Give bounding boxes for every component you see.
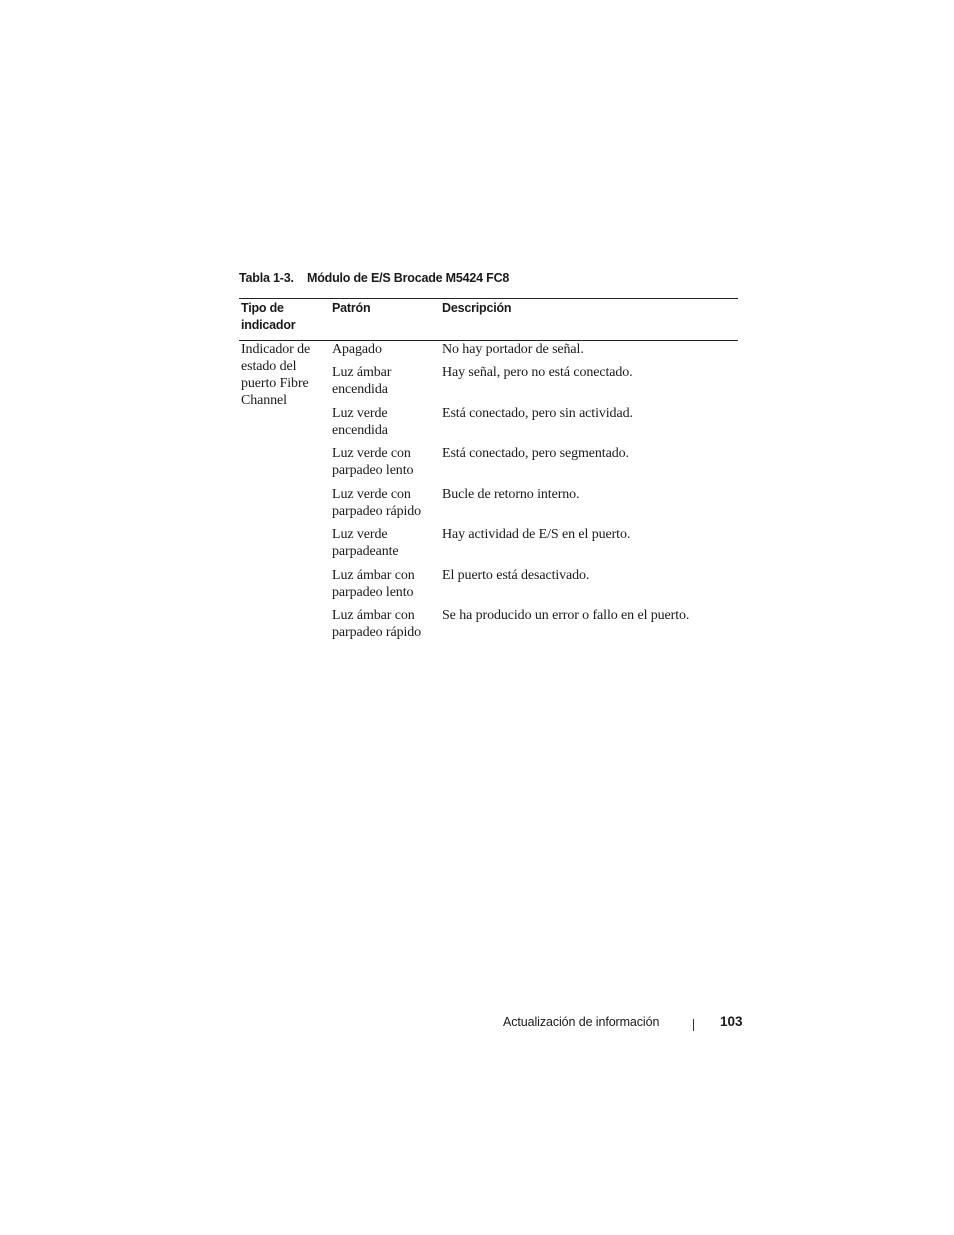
pattern-cell: Luz ámbar con parpadeo lento — [332, 568, 415, 600]
pattern-cell: Luz ámbar encendida — [332, 365, 392, 397]
header-description: Descripción — [442, 301, 512, 315]
header-indicator-type: Tipo de indicador — [241, 301, 296, 332]
page-number: 103 — [720, 1014, 743, 1029]
pattern-cell: Luz verde parpadeante — [332, 527, 399, 559]
indicator-type-cell: Indicador de estado del puerto Fibre Channel — [241, 342, 311, 408]
description-cell: Se ha producido un error o fallo en el puerto. — [442, 608, 690, 623]
description-cell: No hay portador de señal. — [442, 342, 584, 357]
pattern-cell: Apagado — [332, 342, 382, 357]
header-pattern: Patrón — [332, 301, 371, 315]
description-cell: Hay señal, pero no está conectado. — [442, 365, 633, 380]
table-caption-label: Tabla 1-3. — [239, 271, 294, 285]
table-caption-title: Módulo de E/S Brocade M5424 FC8 — [307, 271, 510, 285]
description-cell: Bucle de retorno interno. — [442, 487, 580, 502]
pattern-cell: Luz verde con parpadeo lento — [332, 446, 414, 478]
footer-separator — [693, 1019, 694, 1031]
description-cell: Está conectado, pero sin actividad. — [442, 406, 633, 421]
table-caption — [239, 271, 509, 285]
description-cell: Hay actividad de E/S en el puerto. — [442, 527, 631, 542]
pattern-cell: Luz ámbar con parpadeo rápido — [332, 608, 422, 640]
table-top-rule — [239, 298, 738, 299]
description-cell: Está conectado, pero segmentado. — [442, 446, 629, 461]
pattern-cell: Luz verde encendida — [332, 406, 388, 438]
pattern-cell: Luz verde con parpadeo rápido — [332, 487, 422, 519]
footer-section-title: Actualización de información — [503, 1015, 660, 1029]
description-cell: El puerto está desactivado. — [442, 568, 590, 583]
